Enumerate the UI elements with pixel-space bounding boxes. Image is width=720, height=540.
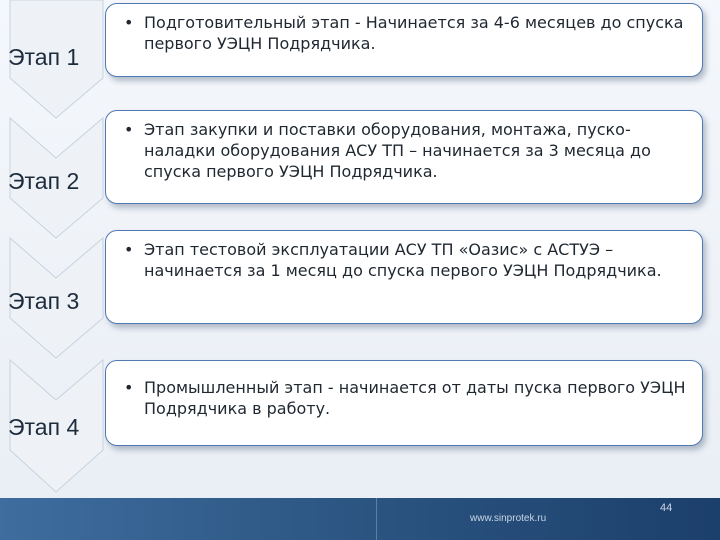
- stage-2-description: [120, 119, 688, 182]
- footer-website-link[interactable]: www.sinprotek.ru: [470, 513, 547, 524]
- stage-3-text: Этап тестовой эксплуатации АСУ ТП «Оазис» с АСТУЭ – начинается за 1 месяц до спуска первого УЭЦН Подрядчика.: [144, 240, 662, 280]
- bullet-icon: •: [124, 13, 134, 32]
- stage-1-card: [105, 3, 703, 77]
- footer-divider: [376, 498, 377, 540]
- stage-1-label: Этап 1: [8, 44, 80, 70]
- bullet-icon: •: [124, 378, 134, 397]
- stage-2-card: [105, 110, 703, 204]
- bullet-icon: •: [124, 120, 134, 139]
- stage-1-description: [120, 12, 688, 54]
- stage-3-description: [120, 239, 688, 281]
- stage-4-text: Промышленный этап - начинается от даты пуска первого УЭЦН Подрядчика в работу.: [144, 378, 686, 418]
- stage-3-label: Этап 3: [8, 288, 80, 314]
- stage-1-text: Подготовительный этап - Начинается за 4-6 месяцев до спуска первого УЭЦН Подрядчика.: [144, 13, 684, 53]
- stage-3-card: [105, 230, 703, 324]
- stage-4-label: Этап 4: [8, 414, 80, 440]
- footer-bar: [0, 498, 720, 540]
- stage-4-card: [105, 360, 703, 446]
- bullet-icon: •: [124, 240, 134, 259]
- stage-4-description: [120, 377, 688, 419]
- stage-2-label: Этап 2: [8, 168, 80, 194]
- page-number: 44: [660, 502, 673, 514]
- stage-2-text: Этап закупки и поставки оборудования, монтажа, пуско-наладки оборудования АСУ ТП – начинается за 3 месяца до спуска первого УЭЦН Подрядчика.: [144, 120, 651, 181]
